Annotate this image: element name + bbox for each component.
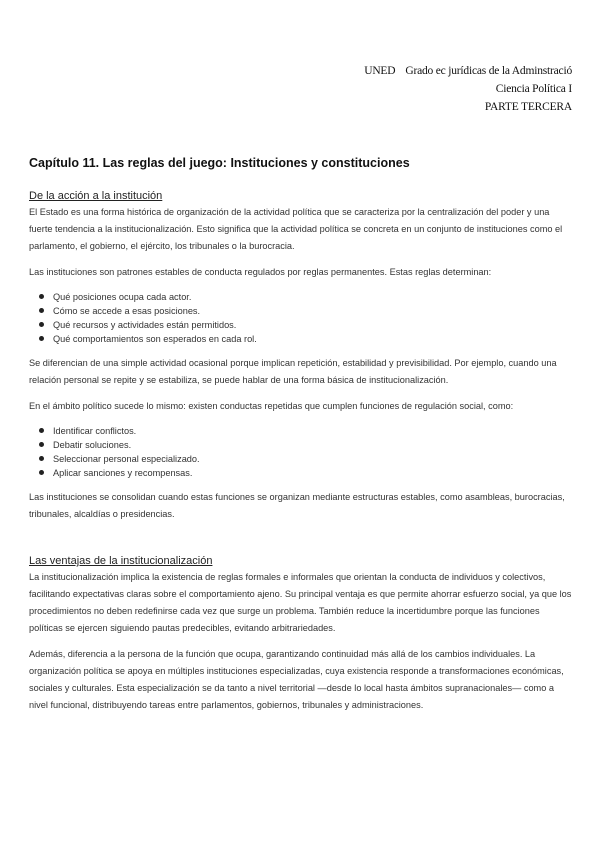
bullet-icon (39, 308, 44, 313)
bullet-icon (39, 456, 44, 461)
list-item: Seleccionar personal especializado. (39, 452, 574, 466)
list-item: Debatir soluciones. (39, 438, 574, 452)
bullet-icon (39, 442, 44, 447)
page-header (364, 62, 572, 116)
bullet-icon (39, 322, 44, 327)
paragraph-specialization: Además, diferencia a la persona de la función que ocupa, garantizando continuidad más allá de los cambios individuales. La organización política se apoya en múltiples instituciones especializadas, cuya existencia responde a transformaciones económicas, sociales y culturales. Esta especialización se da tanto a nivel territorial —desde lo local hasta ámbitos supranacionales— como a nivel funcional, distribuyendo tareas entre parlamentos, gobiernos, tribunales y administraciones. (29, 649, 564, 710)
bullet-icon (39, 470, 44, 475)
rules-list (29, 290, 574, 346)
list-item: Cómo se accede a esas posiciones. (39, 304, 574, 318)
header-line-1 (364, 62, 572, 80)
header-subject: Ciencia Política I (495, 83, 572, 95)
paragraph-institutionalization: La institucionalización implica la existencia de reglas formales e informales que orientan la conducta de individuos y colectivos, facilitando expectativas claras sobre el comportamiento ajeno. Su principal ventaja es que permite ahorrar esfuerzo social, ya que los procedimientos no deben redefinirse cada vez que surge un problema. También reduce la incertidumbre porque las funciones políticas se ejercen siguiendo pautas predecibles, evitando arbitrariedades. (29, 572, 572, 633)
section-heading-advantages: Las ventajas de la institucionalización (29, 555, 213, 567)
paragraph-state: El Estado es una forma histórica de organización de la actividad política que se caracteriza por la centralización del poder y una fuerte tendencia a la institucionalización. Esto significa que la actividad política se concreta en un conjunto de instituciones como el parlamento, el gobierno, el ejército, los tribunales o la burocracia. (29, 207, 563, 251)
header-university: UNED (364, 65, 396, 77)
bullet-icon (39, 428, 44, 433)
chapter-title: Capítulo 11. Las reglas del juego: Instituciones y constituciones (29, 156, 410, 170)
functions-list (29, 424, 574, 480)
paragraph-political-sphere: En el ámbito político sucede lo mismo: existen conductas repetidas que cumplen funciones de regulación social, como: (29, 401, 514, 411)
paragraph-institutions-definition: Las instituciones son patrones estables de conducta regulados por reglas permanentes. Estas reglas determinan: (29, 267, 492, 277)
list-item: Qué recursos y actividades están permitidos. (39, 318, 574, 332)
paragraph-difference: Se diferencian de una simple actividad ocasional porque implican repetición, estabilidad y previsibilidad. Por ejemplo, cuando una relación personal se repite y se estabiliza, se puede hablar de una forma básica de institucionalización. (29, 358, 557, 385)
list-item: Aplicar sanciones y recompensas. (39, 466, 574, 480)
section-heading-institution: De la acción a la institución (29, 190, 163, 202)
paragraph-consolidation: Las instituciones se consolidan cuando estas funciones se organizan mediante estructuras estables, como asambleas, burocracias, tribunales, alcaldías o presidencias. (29, 492, 565, 519)
list-item: Qué posiciones ocupa cada actor. (39, 290, 574, 304)
header-degree: Grado ec jurídicas de la Adminstració (405, 65, 572, 77)
list-item: Qué comportamientos son esperados en cada rol. (39, 332, 574, 346)
bullet-icon (39, 336, 44, 341)
header-part: PARTE TERCERA (484, 101, 572, 113)
list-item: Identificar conflictos. (39, 424, 574, 438)
document-body (29, 155, 574, 714)
bullet-icon (39, 294, 44, 299)
